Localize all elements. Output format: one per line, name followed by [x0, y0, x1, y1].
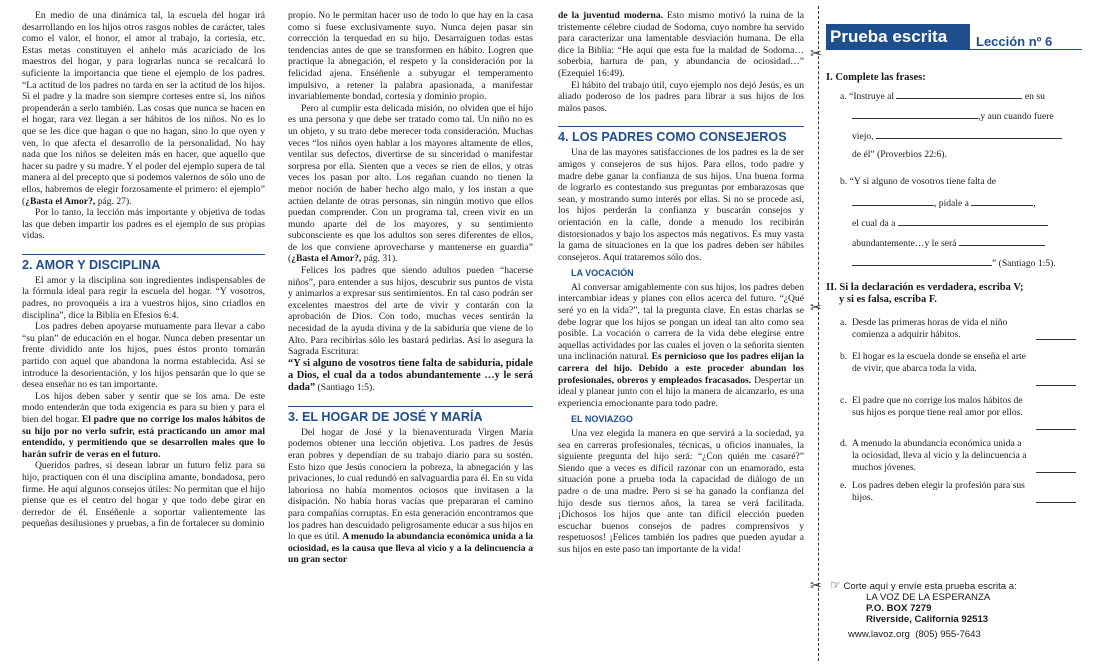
column-3	[558, 10, 804, 556]
answer-blank[interactable]	[1036, 317, 1076, 340]
title-rule	[966, 49, 1082, 50]
item-letter: b.	[840, 351, 848, 362]
answer-blank[interactable]	[1036, 351, 1076, 386]
paragraph: Una de las mayores satisfacciones de los padres es la de ser amigos y consejeros de sus hijos. Para ellos, todo padre y madre debe ganar la confianza de sus hijos. Una buena forma de lograrlo es contestando sus preguntas por embarazosas que sean, y mostrando sumo interés por ellas. Si no se procede así, los hijos perderán la confianza y buscarán consejos y orientación en la calle, donde a menudo los recibirán distorsionados y bajo los aspectos más negativos. Es muy vasta la gama de situaciones en la que los padres deben ser hábiles consejeros. Aquí trataremos sólo dos.	[558, 147, 804, 263]
answer-blank[interactable]	[876, 129, 1062, 139]
item-letter: e.	[840, 480, 847, 491]
paragraph: Los hijos deben saber y sentir que se los ama. De este modo entenderán que toda exigencia es para su bien y para el bien del hogar. El padre que no corrige los malos hábitos de su hijo por no verlo sufrir, está practicando un amor mal entendido, y permitiendo que se desarrollen males que lo harán sufrir de veras en el futuro.	[22, 390, 265, 460]
paragraph: Por lo tanto, la lección más importante y objetiva de todas las que deben impartir los padres es el ejemplo de sus propias vidas.	[22, 207, 265, 242]
paragraph: El hábito del trabajo útil, cuyo ejemplo nos dejó Jesús, es un aliado poderoso de los padres para librar a sus hijos de los malos pasos.	[558, 79, 804, 114]
column-2	[288, 10, 533, 566]
answer-blank[interactable]	[971, 196, 1033, 206]
section-heading: 4. LOS PADRES COMO CONSEJEROS	[558, 126, 804, 144]
item-letter: d.	[840, 438, 848, 449]
mailing-section: ☞ Corte aquí y envíe esta prueba escrita a: LA VOZ DE LA ESPERANZA P.O. BOX 7279 Riverside, California 92513 www.lavoz.org (805) 955-7643	[830, 578, 1017, 640]
question-1a: a. “Instruye al en su ,y aun cuando fuere viejo, de él” (Proverbios 22:6).	[840, 89, 1082, 169]
scripture-quote: “Y si alguno de vosotros tiene falta de sabiduría, pídale a Dios, el cual da a todos abundantemente …y le será dada” (Santiago 1:5).	[288, 357, 533, 393]
column-1	[22, 10, 265, 530]
item-statement: A menudo la abundancia económica unida a la ociosidad, lleva al vicio y la delincuencia a muchos jóvenes.	[852, 438, 1027, 473]
lesson-number: Lección nº 6	[976, 34, 1053, 49]
paragraph: El amor y la disciplina son ingredientes indispensables de la fórmula ideal para regir la escuela del hogar. “Y vosotros, padres, no provoquéis a ira a vuestros hijos, sino criadlos en disciplina”, dice la Biblia en Efesios 6:4.	[22, 274, 265, 321]
paragraph: Del hogar de José y la bienaventurada Virgen María podemos obtener una lección objetiva. Los padres de Jesús eran pobres y dependían de su trabajo diario para su sostén. Esto hizo que Jesús conociera la pobreza, la abnegación y las privaciones, lo cual redundó en salvaguardia para él. En su vida laboriosa no había momentos ociosos que invitasen a la disipación. No había horas vacías que prepararan el camino para compañías corruptas. En esta generación encontramos que los padres han descuidado peligrosamente educar a sus hijos en lo que es útil. A menudo la abundancia económica unida a la ociosidad, es la causa que lleva al vicio y a la delincuencia a un gran sector	[288, 426, 533, 566]
answer-blank[interactable]	[1036, 438, 1076, 473]
subheading: LA VOCACIÓN	[571, 268, 634, 279]
paragraph: Los padres deben apoyarse mutuamente para llevar a cabo “su plan” de educación en el hogar. Nunca deben presentar un frente dividido ante los hijos, pues éstos pronto tomarán partido con aquel que abandona la norma establecida. Así se introduce la desorientación, y los hijos pensarán que lo que se desea enseñar no es tan importante.	[22, 321, 265, 391]
paragraph: propio. No le permitan hacer uso de todo lo que hay en la casa como si fuese exclusivamente suyo. Nunca dejen pasar sin corrección la terquedad en su hijo. Desarraiguen todas estas tendencias antes de que se transformen en hábito. Logren que practique la abnegación, el respeto y la consideración por la felicidad ajena. Enséñenle a subyugar el temperamento impulsivo, a retener la palabra apasionada, a manifestar invariablemente bondad, cortesía y dominio propio.	[288, 10, 533, 103]
answer-blank[interactable]	[852, 196, 934, 206]
paragraph: En medio de una dinámica tal, la escuela del hogar irá desarrollando en los hijos otros rasgos nobles de carácter, tales como el valor, el honor, el amor al trabajo, la cortesía, etc. Estas metas constituyen el anhelo más acariciado de los maestros del hogar, y para lograrlas nunca se recalcará lo suficiente la importancia que tiene el ejemplo de los padres. “La actitud de los padres no tarda en ser la actitud de los hijos. Si el padre y la madre son siempre corteses entre sí, los niños propenderán a serlo también. Las cosas que nunca se hacen en el hogar, rara vez llegan a ser hábitos de los niños. No es lo que se les dice que hagan o que no hagan, sino lo que oyen y ven, lo que afecta el desarrollo de la personalidad. No hay nada que los niños se deleiten más en hacer, que aquello que hacer su padre y su madre. Y el poder del ejemplo supera de tal manera al del precepto que si podemos valernos de sólo uno de ellos, habremos de elegir forzosamente el primero: el ejemplo” (¿Basta el Amor?, pág. 27).	[22, 10, 265, 207]
answer-blank[interactable]	[852, 109, 978, 119]
scissors-icon: ✂	[810, 300, 822, 316]
section-heading: 2. AMOR Y DISCIPLINA	[22, 254, 265, 272]
section-heading: 3. EL HOGAR DE JOSÉ Y MARÍA	[288, 406, 533, 424]
item-letter: c.	[840, 395, 847, 406]
website-link[interactable]: www.lavoz.org	[848, 629, 910, 640]
paragraph: Felices los padres que siendo adultos pueden “hacerse niños”, para entender a sus hijos, descubrir sus puntos de vista y animarlos a expresar sus sentimientos. En tal caso podrán ser excelentes maestros del arte de vivir y contarán con la aprobación de Dios. Con todo, muchas veces sentirán la necesidad de la ayuda divina y de la sabiduría que viene de lo Alto. Para recibirlas sólo les bastará pedirlas. Así lo asegura la Sagrada Escritura:	[288, 265, 533, 358]
item-statement: Los padres deben elegir la profesión para sus hijos.	[852, 480, 1025, 503]
paragraph: de la juventud moderna. Esto mismo motivó la ruina de la tristemente célebre ciudad de Sodoma, cuyo nombre ha servido para caracterizar una lamentable desviación humana. De ella dice la Biblia: “He aquí que esta fue la maldad de Sodoma… soberbia, hartura de pan, y abundancia de ociosidad…” (Ezequiel 16:49).	[558, 10, 804, 79]
question-1b: b. “Y si alguno de vosotros tiene falta de , pídale a , el cual da a abundantemente…y le será ” (Santiago 1:5).	[840, 176, 1056, 269]
item-statement: Desde las primeras horas de vida el niño comienza a adquirir hábitos.	[852, 317, 1008, 340]
paragraph: Al conversar amigablemente con sus hijos, los padres deben intercambiar ideas y planes con ellos acerca del futuro. “¿Qué seré yo en la vida?”, tal la pregunta clave. En estas charlas se debe lograr que los hijos se pongan un ideal tan alto como sea posible. La vocación o carrera de la vida debe elegirse entre aquellas actividades por las cuales el joven o la señorita sienten una inclinación natural. Es pernicioso que los padres elijan la carrera del hijo. Debido a este proceder abundan los profesionales, obreros y empleados fracasados. Despertar un ideal y planear junto con el hijo la manera de alcanzarlo, es una experiencia emocionante para todo padre.	[558, 281, 804, 409]
scissors-icon: ✂	[810, 578, 822, 594]
question-2-heading: II. Si la declaración es verdadera, escriba V; y si es falsa, escriba F.	[826, 282, 1024, 305]
answer-blank[interactable]	[896, 89, 1022, 99]
paragraph: Queridos padres, si desean labrar un futuro feliz para su hijo, practiquen con él una disciplina amante, bondadosa, pero firme. He aquí algunos consejos útiles: No permitan que el hijo piense que es el centro del hogar y que todo debe girar en derredor de él. Enséñenle a soportar valientemente las pequeñas desilusiones y pruebas, a fin de fortalecer su dominio	[22, 460, 265, 530]
subheading: EL NOVIAZGO	[571, 414, 633, 425]
answer-blank[interactable]	[959, 236, 1045, 246]
test-title: Prueba escrita	[826, 24, 970, 50]
paragraph: Una vez elegida la manera en que servirá a la sociedad, ya sea en carreras profesionales, técnicas, u oficios inanuales, la siguiente pregunta del hijo será: “¿Con quién me casaré?” Siendo que a veces es difícil razonar con un enamorado, esta situación pone a prueba toda la capacidad de diálogo de un padre o de una madre. Pero si se ha ganado la confianza del hijo desde sus tiernos años, la tarea se verá facilitada. ¡Dichosos los hijos que ante tan difícil elección pueden escuchar buenos consejos de padres comprensivos y respetuosos! ¡Felices también los padres que pueden ayudar a sus hijos en este paso tan importante de la vida!	[558, 428, 804, 555]
answer-blank[interactable]	[898, 216, 1048, 226]
answer-blank[interactable]	[852, 256, 992, 266]
answer-blank[interactable]	[1036, 480, 1076, 503]
question-1-heading: I. Complete las frases:	[826, 72, 926, 83]
paragraph: Pero al cumplir esta delicada misión, no olviden que el hijo es una persona y que debe ser tratado como tal. Un niño no es un objeto, y su trato debe merecer toda consideración. Muchas veces “los niños oyen hablar a los mayores altamente de ellos, ventilar sus defectos, divertirse de su sinceridad o manifestar sorpresa por ella. Sienten que a veces se ríen de ellos, y otras veces los pasan por alto. Los regañan cuando no tienen la menor noción de haber hecho algo malo, y los instan a que actúen delante de otras personas, sin ningún motivo que ellos puedan comprender. Con un programa tal, creen vivir en un mundo aparte del de los mayores, y su sentimiento subconsciente es que los adultos son seres diferentes de ellos, de los que conviene aprovecharse y mantenerse en guardia” (¿Basta el Amor?, pág. 31).	[288, 102, 533, 265]
scissors-icon: ✂	[810, 46, 822, 62]
answer-blank[interactable]	[1036, 395, 1076, 430]
item-letter: a.	[840, 317, 847, 328]
pointing-hand-icon: ☞	[830, 578, 841, 592]
phone-number: (805) 955-7643	[915, 629, 981, 640]
item-statement: El hogar es la escuela donde se enseña el arte de vivir, que abarca toda la vida.	[852, 351, 1026, 374]
cut-line	[818, 6, 819, 661]
item-statement: El padre que no corrige los malos hábitos de sus hijos es porque tiene real amor por ellos.	[852, 395, 1023, 418]
